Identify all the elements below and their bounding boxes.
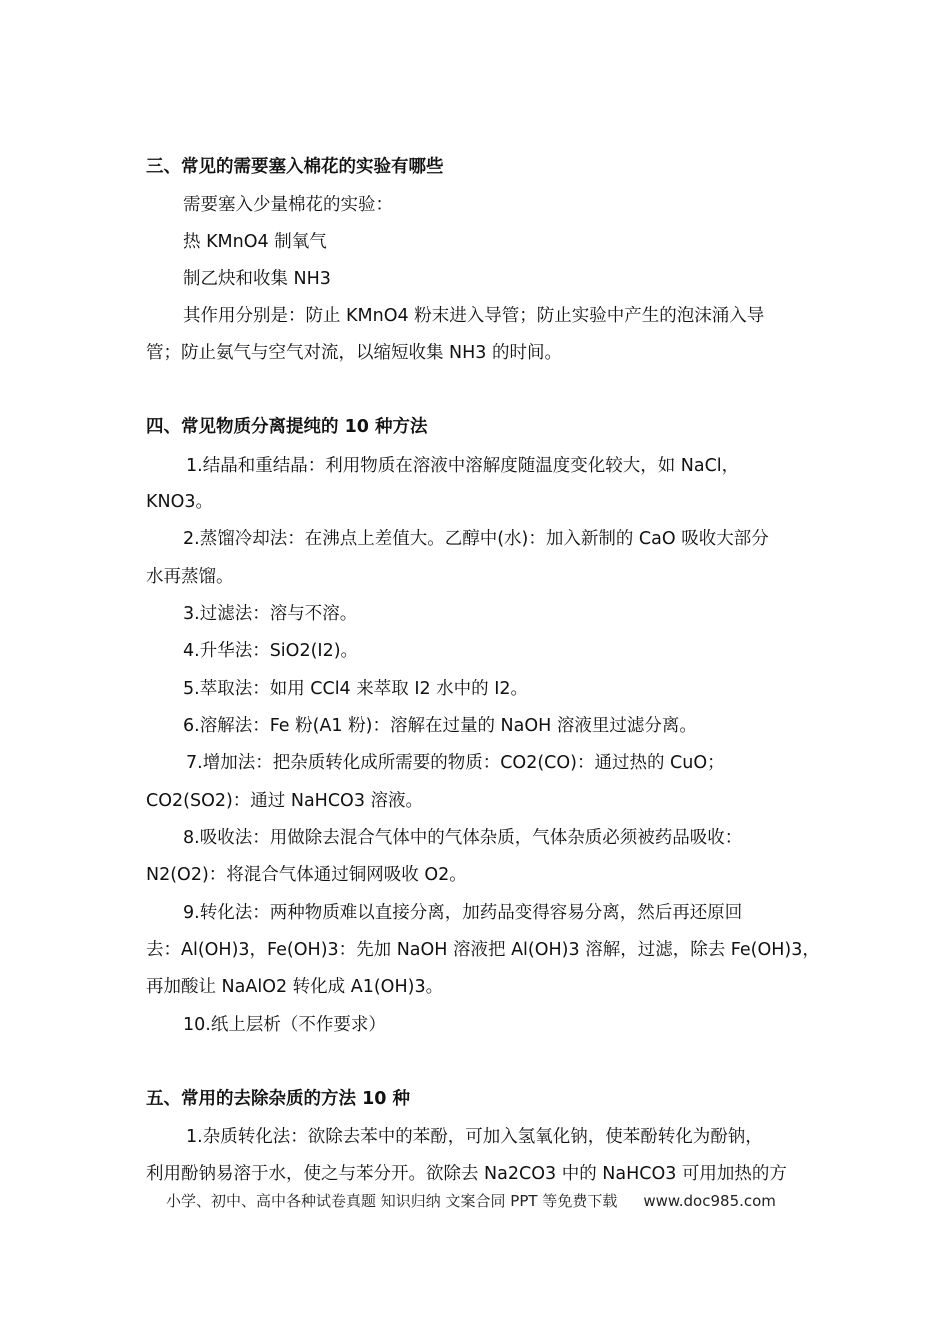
section-3-line-5: 管；防止氨气与空气对流，以缩短收集 NH3 的时间。	[146, 343, 563, 363]
section-4-line-16: 10.纸上层析（不作要求）	[183, 1015, 386, 1035]
section-3-line-3: 制乙炔和收集 NH3	[183, 269, 331, 289]
section-4-line-7: 5.萃取法：如用 CCl4 来萃取 I2 水中的 I2。	[183, 679, 529, 699]
section-5-heading: 五、常用的去除杂质的方法 10 种	[146, 1089, 411, 1109]
section-4-line-4: 水再蒸馏。	[146, 567, 234, 587]
section-4-line-10: CO2(SO2)：通过 NaHCO3 溶液。	[146, 791, 424, 811]
page-footer	[166, 1191, 776, 1211]
footer-url-link[interactable]: www.doc985.com	[643, 1192, 776, 1210]
section-4-line-14: 去：Al(OH)3，Fe(OH)3：先加 NaOH 溶液把 Al(OH)3 溶解，过滤，除去 Fe(OH)3，	[146, 940, 820, 960]
section-4-line-6: 4.升华法：SiO2(I2)。	[183, 641, 359, 661]
section-4-line-8: 6.溶解法：Fe 粉(A1 粉)：溶解在过量的 NaOH 溶液里过滤分离。	[183, 716, 697, 736]
section-4-line-2: KNO3。	[146, 492, 213, 512]
section-4-line-11: 8.吸收法：用做除去混合气体中的气体杂质，气体杂质必须被药品吸收：	[183, 828, 743, 848]
section-3-line-1: 需要塞入少量棉花的实验：	[183, 195, 393, 215]
section-3-heading: 三、常见的需要塞入棉花的实验有哪些	[146, 157, 444, 177]
section-5-line-1: 1.杂质转化法：欲除去苯中的苯酚，可加入氢氧化钠，使苯酚转化为酚钠，	[186, 1127, 763, 1147]
section-4-heading: 四、常见物质分离提纯的 10 种方法	[146, 417, 428, 437]
section-4-line-13: 9.转化法：两种物质难以直接分离，加药品变得容易分离，然后再还原回	[183, 903, 743, 923]
section-3-line-4: 其作用分别是：防止 KMnO4 粉末进入导管；防止实验中产生的泡沫涌入导	[183, 306, 765, 326]
section-4-line-3: 2.蒸馏冷却法：在沸点上差值大。乙醇中(水)：加入新制的 CaO 吸收大部分	[183, 529, 769, 549]
section-4-line-1: 1.结晶和重结晶：利用物质在溶液中溶解度随温度变化较大，如 NaCl，	[186, 456, 740, 476]
section-3-line-2: 热 KMnO4 制氧气	[183, 232, 327, 252]
section-4-line-15: 再加酸让 NaAlO2 转化成 A1(OH)3。	[146, 977, 444, 997]
section-4-line-5: 3.过滤法：溶与不溶。	[183, 604, 358, 624]
footer-text: 小学、初中、高中各种试卷真题 知识归纳 文案合同 PPT 等免费下载	[166, 1192, 618, 1210]
section-4-line-9: 7.增加法：把杂质转化成所需要的物质：CO2(CO)：通过热的 CuO；	[186, 753, 725, 773]
section-5-line-2: 利用酚钠易溶于水，使之与苯分开。欲除去 Na2CO3 中的 NaHCO3 可用加热的方	[146, 1164, 787, 1184]
section-4-line-12: N2(O2)：将混合气体通过铜网吸收 O2。	[146, 865, 467, 885]
